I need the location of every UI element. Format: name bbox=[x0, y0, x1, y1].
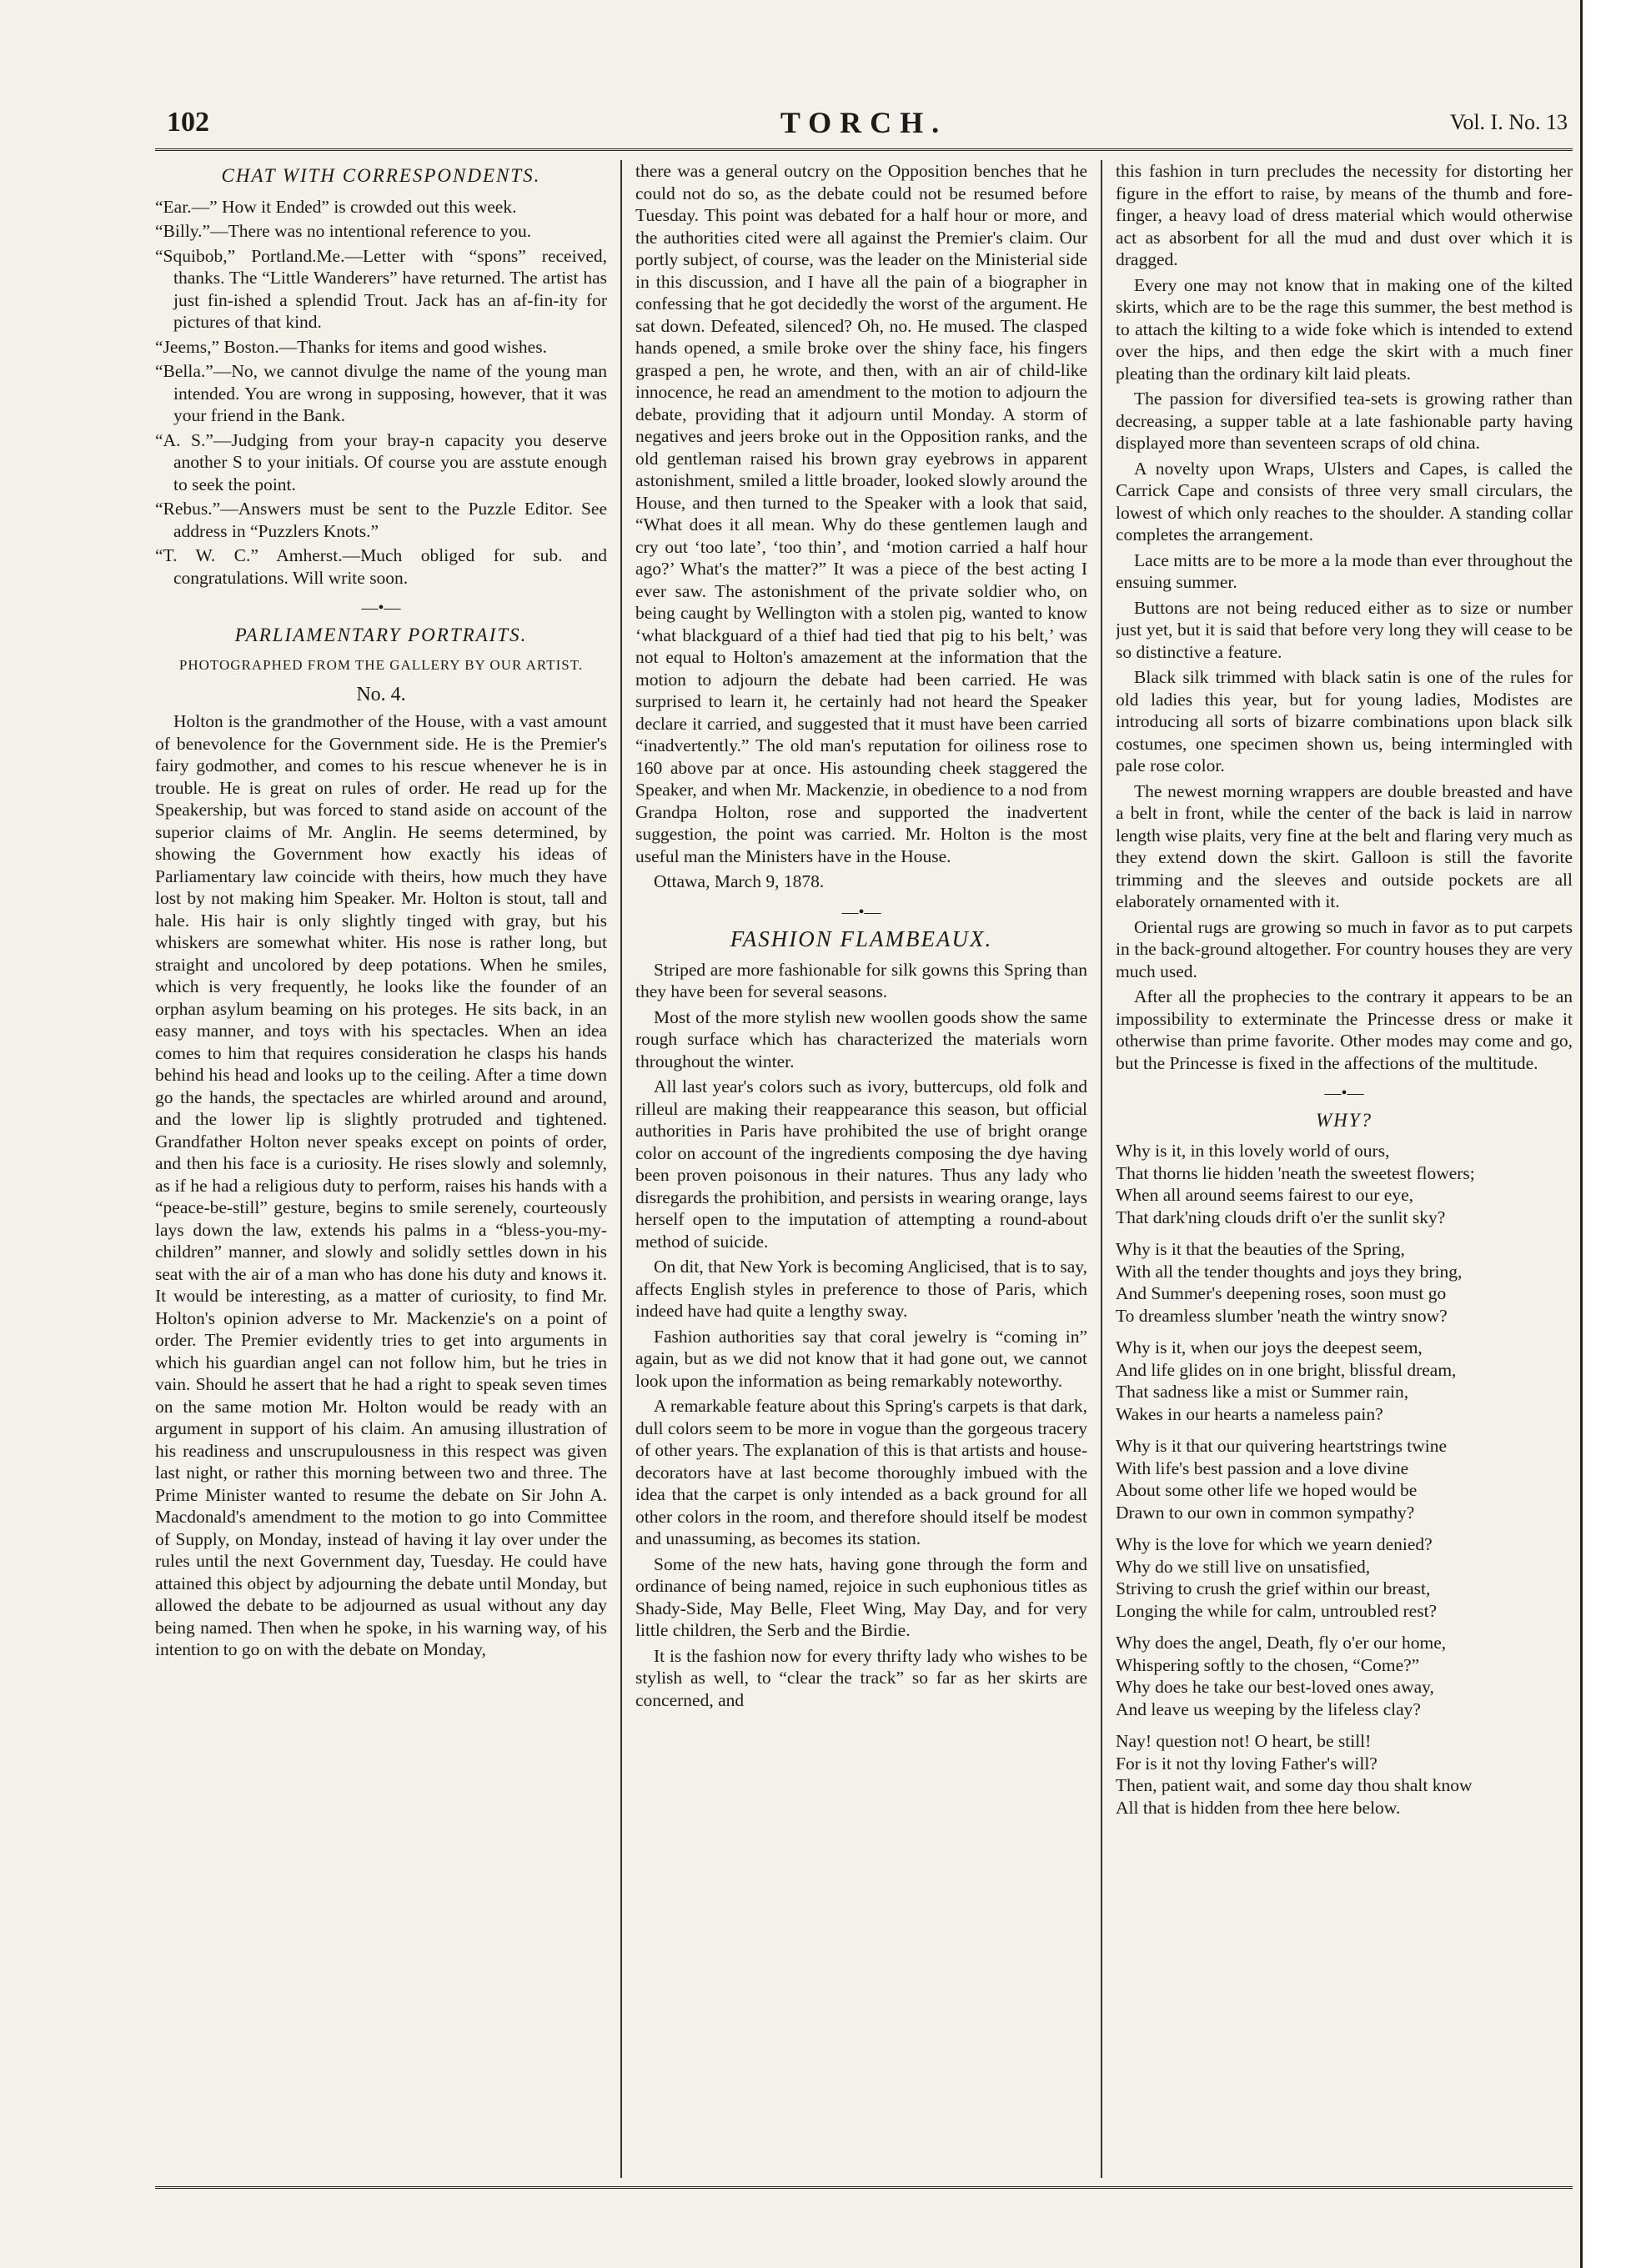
chat-entry: “Squibob,” Portland.Me.—Letter with “spons” received, thanks. The “Little Wanderers” have returned. The artist has just fin-ished a splendid Trout. Jack has an af-fin-ity for pictures of that kind. bbox=[155, 245, 607, 332]
article-paragraph: there was a general outcry on the Opposition benches that he could not do so, as the debate could not be resumed before Tuesday. This point was debated for a half hour or more, and the authorities cited were all against the Premier's claim. Our portly subject, of course, was the leader on the Ministerial side in this discussion, and I have all the pain of a biographer in confessing that he got decidedly the worst of the argument. He sat down. Defeated, silenced? Oh, no. He mused. The clasped hands opened, a smile broke over the shiny face, his fingers grasped a pen, he wrote, and then, with an air of child-like innocence, he read an amendment to the motion to adjourn the debate, providing that it adjourn until Monday. A storm of negatives and jeers broke out in the Opposition ranks, and the old gentleman raised his brown gray eyebrows in apparent astonishment, smiled a little broader, looked slowly around the House, and then turned to the Speaker with a look that said, “What does it all mean. Why do these gentlemen laugh and cry out ‘too late’, ‘too thin’, and ‘motion carried a half hour ago?’ What's the matter?” It was a piece of the best acting I ever saw. The astonishment of the private soldier who, on being caught by Wellington with a stolen pig, wanted to know ‘what blackguard of a thief had tied that pig to his belt,’ was not equal to Holton's amazement at the information that the motion to adjourn the debate had been carried. He was surprised to learn it, he certainly had not heard the Speaker declare it carried, and suggested that it must have been carried “inadvertently.” The old man's reputation for oiliness rose to 160 above par at once. His astounding cheek staggered the Speaker, and when Mr. Mackenzie, in obedience to a nod from Grandpa Holton, rose and supported the inadvertent suggestion, the point was carried. Mr. Holton is the most useful man the Ministers have in the House. bbox=[635, 161, 1087, 866]
page-bottom-rule bbox=[155, 2186, 1573, 2189]
verse-line: Then, patient wait, and some day thou shalt know bbox=[1116, 1775, 1473, 1795]
volume-issue: Vol. I. No. 13 bbox=[1449, 110, 1568, 134]
masthead-rule bbox=[155, 148, 1573, 151]
verse-line: Why do we still live on unsatisfied, bbox=[1116, 1556, 1371, 1577]
verse-line: With life's best passion and a love divine bbox=[1116, 1458, 1409, 1478]
poem-stanza bbox=[1116, 1730, 1573, 1819]
column-rule bbox=[620, 160, 622, 2178]
chat-entry: “Jeems,” Boston.—Thanks for items and good wishes. bbox=[155, 336, 547, 357]
verse-line: Why does the angel, Death, fly o'er our home, bbox=[1116, 1633, 1447, 1653]
fashion-paragraph: Lace mitts are to be more a la mode than ever throughout the ensuing summer. bbox=[1116, 549, 1573, 592]
verse-line: Striving to crush the grief within our breast, bbox=[1116, 1578, 1431, 1598]
paper-title: TORCH. bbox=[780, 106, 948, 139]
verse-line: When all around seems fairest to our eye, bbox=[1116, 1185, 1414, 1205]
parliament-heading: PARLIAMENTARY PORTRAITS. bbox=[234, 624, 528, 645]
parliament-subheading: PHOTOGRAPHED FROM THE GALLERY BY OUR ARTIST. bbox=[178, 657, 584, 673]
poem-stanza bbox=[1116, 1337, 1573, 1425]
fashion-heading: FASHION FLAMBEAUX. bbox=[730, 926, 993, 951]
fashion-paragraph: All last year's colors such as ivory, buttercups, old folk and rilleul are making their reappearance this season, but official authorities in Paris have prohibited the use of bright orange color on account of the ingredients composing the dye having been proven poisonous in their natures. Thus any lady who disregards the prohibition, and persists in wearing orange, lays herself open to the imputation of attempting a round-about method of suicide. bbox=[635, 1076, 1087, 1252]
poem bbox=[1116, 1140, 1573, 1819]
fashion-paragraph: A novelty upon Wraps, Ulsters and Capes, is called the Carrick Cape and consists of three very small circulars, the lowest of which only reaches to the shoulder. A standing collar completes the arrangement. bbox=[1116, 458, 1573, 544]
poem-stanza bbox=[1116, 1533, 1573, 1622]
column-2 bbox=[635, 160, 1087, 2178]
verse-line: Why does he take our best-loved ones away, bbox=[1116, 1677, 1434, 1697]
article-paragraph: Holton is the grandmother of the House, with a vast amount of benevolence for the Government side. He is the Premier's fairy godmother, and comes to his rescue whenever he is in trouble. He is great on rules of order. He read up for the Speakership, but was forced to stand aside on account of the superior claims of Mr. Anglin. He seems determined, by showing the Government how exactly his ideas of Parliamentary law coincide with theirs, how much they have lost by not making him Speaker. Mr. Holton is stout, tall and hale. His hair is only slightly tinged with gray, but his whiskers are somewhat whiter. His nose is rather long, but straight and uncolored by deep potations. When he smiles, which is very frequently, he looks like the founder of an orphan asylum beaming on his proteges. He sits back, in an easy manner, and toys with his spectacles. When an idea comes to him that requires consideration he clasps his hands behind his head and looks up to the ceiling. After a time down go the hands, the spectacles are whirled around and around, and the lower lip is slightly protruded and tightened. Grandfather Holton never speaks except on points of order, and then his face is a curiosity. He rises slowly and solemnly, as if he had a religious duty to perform, raises his hands with a “peace-be-still” gesture, begins to smile serenely, courteously lays down the law, extends his palms in a “bless-you-my-children” manner, and slowly and solidly settles down in his seat with the air of a man who has done his duty and knows it. It would be interesting, as a matter of curiosity, to find Mr. Holton's opinion adverse to Mr. Mackenzie's on a point of order. The Premier evidently tries to get into arguments in which his guardian angel can not follow him, but he tries in vain. Should he assert that he had a right to speak seven times on the same motion Mr. Holton would be ready with an argument in support of his claim. An amusing illustration of his readiness and unscrupulousness in this respect was given last night, or rather this morning between two and three. The Prime Minister wanted to resume the debate on Sir John A. Macdonald's amendment to the motion to go into Committee of Supply, on Monday, instead of having it lay over under the rules until the next Government day, Tuesday. He could have attained this object by adjourning the debate until Monday, but allowed the debate to be adjourned as usual without any day being named. Then when he spoke, in his warning way, of his intention to go on with the debate on Monday, bbox=[155, 711, 607, 1659]
verse-line: That thorns lie hidden 'neath the sweetest flowers; bbox=[1116, 1162, 1475, 1183]
section-ornament: —•— bbox=[361, 599, 401, 617]
verse-line: Why is the love for which we yearn denied? bbox=[1116, 1534, 1433, 1554]
masthead bbox=[155, 100, 1573, 147]
chat-entry: “A. S.”—Judging from your bray-n capacity you deserve another S to your initials. Of course you are asstute enough to seek the point. bbox=[155, 429, 607, 494]
article-dateline: Ottawa, March 9, 1878. bbox=[654, 871, 825, 891]
verse-line: Why is it, in this lovely world of ours, bbox=[1116, 1141, 1390, 1161]
portrait-number: No. 4. bbox=[356, 683, 406, 705]
chat-entry: “Billy.”—There was no intentional reference to you. bbox=[155, 221, 532, 241]
verse-line: For is it not thy loving Father's will? bbox=[1116, 1753, 1378, 1774]
fashion-paragraph: It is the fashion now for every thrifty lady who wishes to be stylish as well, to “clear the track” so far as her skirts are concerned, and bbox=[635, 1645, 1087, 1710]
chat-heading: CHAT WITH CORRESPONDENTS. bbox=[221, 165, 541, 186]
adjacent-page-margin bbox=[1580, 0, 1641, 2268]
page-number: 102 bbox=[167, 107, 209, 138]
verse-line: To dreamless slumber 'neath the wintry snow? bbox=[1116, 1305, 1448, 1326]
verse-line: Longing the while for calm, untroubled rest? bbox=[1116, 1600, 1438, 1621]
verse-line: Why is it that the beauties of the Spring, bbox=[1116, 1239, 1405, 1259]
column-1 bbox=[155, 160, 607, 2178]
fashion-paragraph: The newest morning wrappers are double breasted and have a belt in front, while the center of the back is laid in narrow length wise plaits, very fine at the belt and flaring very much as they extend down the skirt. Galloon is still the favorite trimming and the sleeves and outside pockets are all elaborately ornamented with it. bbox=[1116, 780, 1573, 911]
chat-entries bbox=[155, 196, 607, 590]
fashion-paragraph: On dit, that New York is becoming Anglicised, that is to say, affects English styles in preference to those of Paris, which indeed have had quite a lengthy sway. bbox=[635, 1257, 1087, 1321]
fashion-paragraph: Buttons are not being reduced either as to size or number just yet, but it is said that before very long they will cease to be so distinctive a feature. bbox=[1116, 597, 1573, 662]
verse-line: And leave us weeping by the lifeless clay? bbox=[1116, 1698, 1421, 1719]
verse-line: And life glides on in one bright, blissful dream, bbox=[1116, 1359, 1457, 1380]
fashion-paragraph: Every one may not know that in making one of the kilted skirts, which are to be the rage this summer, the best method is to attach the kilting to a wide foke which is intended to extend over the hips, and then edge the skirt with a much finer pleating than the ordinary kilt laid pleats. bbox=[1116, 274, 1573, 384]
fashion-paragraph: Fashion authorities say that coral jewelry is “coming in” again, but as we did not know that it had gone out, we cannot look upon the information as being remarkably noteworthy. bbox=[635, 1326, 1087, 1391]
fashion-paragraph: this fashion in turn precludes the necessity for distorting her figure in the effort to raise, by means of the thumb and fore-finger, a heavy load of dress material which would otherwise act as absorbent for all the mud and dust over which it is dragged. bbox=[1116, 161, 1573, 269]
verse-line: And Summer's deepening roses, soon must go bbox=[1116, 1283, 1447, 1303]
newspaper-page bbox=[155, 100, 1573, 2210]
verse-line: All that is hidden from thee here below. bbox=[1116, 1797, 1401, 1818]
chat-entry: “Rebus.”—Answers must be sent to the Puzzle Editor. See address in “Puzzlers Knots.” bbox=[155, 499, 607, 541]
verse-line: Why is it that our quivering heartstrings twine bbox=[1116, 1436, 1448, 1456]
poem-stanza bbox=[1116, 1632, 1573, 1720]
column-3 bbox=[1116, 160, 1573, 2178]
chat-entry: “Ear.—” How it Ended” is crowded out this week. bbox=[155, 196, 517, 217]
poem-stanza bbox=[1116, 1140, 1573, 1228]
fashion-paragraph: Black silk trimmed with black satin is one of the rules for old ladies this year, but for young ladies, Modistes are introducing all sorts of bizarre combinations upon black silk costumes, one specimen shown us, being intermingled with pale rose color. bbox=[1116, 667, 1573, 775]
verse-line: Drawn to our own in common sympathy? bbox=[1116, 1502, 1415, 1523]
poem-stanza bbox=[1116, 1238, 1573, 1327]
section-ornament: —•— bbox=[841, 902, 881, 921]
verse-line: That dark'ning clouds drift o'er the sunlit sky? bbox=[1116, 1207, 1446, 1227]
verse-line: About some other life we hoped would be bbox=[1116, 1480, 1418, 1500]
column-rule bbox=[1101, 160, 1102, 2178]
fashion-paragraph: Oriental rugs are growing so much in favor as to put carpets in the back-ground altogether. For country houses they are very much used. bbox=[1116, 916, 1573, 981]
fashion-paragraph: Most of the more stylish new woollen goods show the same rough surface which has characterized the materials worn throughout the winter. bbox=[635, 1006, 1087, 1071]
chat-entry: “T. W. C.” Amherst.—Much obliged for sub. and congratulations. Will write soon. bbox=[155, 545, 607, 588]
poem-heading: WHY? bbox=[1315, 1109, 1373, 1131]
fashion-paragraph: After all the prophecies to the contrary it appears to be an impossibility to exterminate the Princesse dress or make it otherwise than prime favorite. Other modes may come and go, but the Princesse is fixed in the affections of the multitude. bbox=[1116, 986, 1573, 1073]
fashion-paragraph: A remarkable feature about this Spring's carpets is that dark, dull colors seem to be more in vogue than the gorgeous tracery of other years. The explanation of this is that artists and house-decorators have at last become thoroughly imbued with the idea that the carpet is only intended as a back ground for all other colors in the room, and therefore should itself be modest and unassuming, as becomes its station. bbox=[635, 1396, 1087, 1548]
verse-line: Nay! question not! O heart, be still! bbox=[1116, 1731, 1372, 1751]
verse-line: Wakes in our hearts a nameless pain? bbox=[1116, 1403, 1383, 1424]
verse-line: Why is it, when our joys the deepest seem, bbox=[1116, 1337, 1423, 1357]
verse-line: That sadness like a mist or Summer rain, bbox=[1116, 1382, 1409, 1402]
chat-entry: “Bella.”—No, we cannot divulge the name of the young man intended. You are wrong in supposing, however, that it was your friend in the Bank. bbox=[155, 361, 607, 425]
fashion-paragraph: The passion for diversified tea-sets is growing rather than decreasing, a supper table at a late fashionable party having displayed more than seventeen scraps of old china. bbox=[1116, 389, 1573, 453]
fashion-paragraph: Some of the new hats, having gone through the form and ordinance of being named, rejoice in such euphonious titles as Shady-Side, May Belle, Fleet Wing, May Day, and for very little children, the Serb and the Birdie. bbox=[635, 1553, 1087, 1640]
fashion-paragraph: Striped are more fashionable for silk gowns this Spring than they have been for several seasons. bbox=[635, 959, 1087, 1001]
verse-line: With all the tender thoughts and joys they bring, bbox=[1116, 1261, 1463, 1282]
verse-line: Whispering softly to the chosen, “Come?” bbox=[1116, 1654, 1420, 1675]
section-ornament: —•— bbox=[1324, 1084, 1364, 1102]
poem-stanza bbox=[1116, 1435, 1573, 1523]
